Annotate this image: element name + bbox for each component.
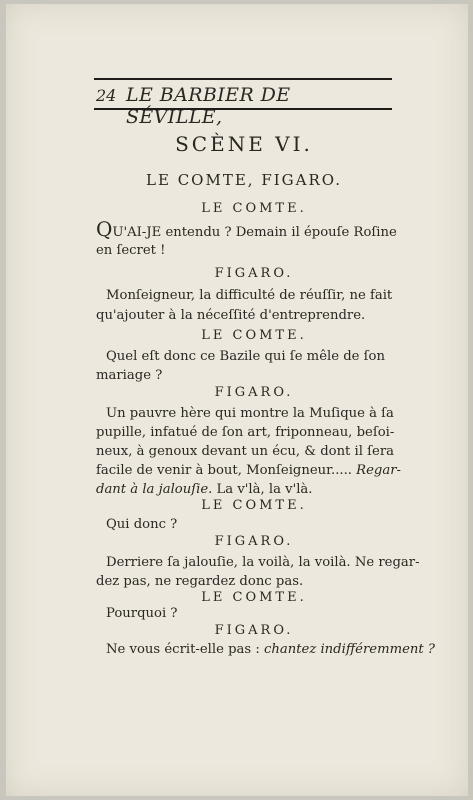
stage-direction: dant à la jalouſie.: [96, 482, 213, 497]
speaker-label: FIGARO.: [214, 266, 294, 281]
scene-title: SCÈNE VI.: [175, 132, 313, 156]
dialogue-text: La v'là, la v'là.: [212, 482, 313, 497]
scene-characters: LE COMTE, FIGARO.: [146, 171, 342, 189]
dialogue-line: Derriere ſa jalouſie, la voilà, la voilà. Ne regar-: [106, 555, 420, 570]
running-title: LE BARBIER DE SÉVILLE,: [126, 84, 291, 128]
page-number: 24: [96, 86, 117, 105]
speaker-label: FIGARO.: [214, 534, 294, 549]
speaker-label: LE COMTE.: [201, 498, 307, 513]
dialogue-line: Un pauvre hère qui montre la Muſique à ſa: [106, 406, 394, 421]
page-header: [94, 78, 392, 128]
dialogue-line: mariage ?: [96, 368, 163, 383]
dialogue-line: [96, 482, 312, 497]
dialogue-line: qu'ajouter à la néceſſité d'entreprendre.: [96, 308, 366, 323]
dialogue-line: en ſecret !: [96, 243, 166, 258]
dialogue-text: U'AI-JE entendu ? Demain il épouſe Roſine: [112, 225, 397, 240]
speaker-label: FIGARO.: [214, 623, 294, 638]
dialogue-line: Pourquoi ?: [106, 606, 178, 621]
speaker-label: FIGARO.: [214, 385, 294, 400]
dialogue-text: Ne vous écrit-elle pas :: [106, 642, 264, 657]
header-top-rule: [94, 78, 392, 80]
dialogue-line: neux, à genoux devant un écu, & dont il ſera: [96, 444, 395, 459]
speaker-label: LE COMTE.: [201, 201, 307, 216]
dialogue-line: pupille, infatué de ſon art, friponneau, beſoi-: [96, 425, 395, 440]
dialogue-line: [96, 219, 397, 240]
dialogue-line: Monſeigneur, la difficulté de réuſſir, ne fait: [106, 288, 393, 303]
dialogue-line: dez pas, ne regardez donc pas.: [96, 574, 304, 589]
dialogue-line: Quel eſt donc ce Bazile qui ſe mêle de ſon: [106, 349, 385, 364]
dialogue-text: facile de venir à bout, Monſeigneur.....: [96, 463, 357, 478]
dialogue-line: Qui donc ?: [106, 517, 178, 532]
stage-direction: chantez indifféremment ?: [263, 642, 435, 657]
drop-cap: Q: [96, 217, 113, 241]
book-page: [6, 4, 468, 796]
header-bottom-rule: [94, 108, 392, 110]
dialogue-line: [96, 463, 401, 478]
stage-direction: Regar-: [356, 463, 401, 478]
speaker-label: LE COMTE.: [201, 590, 307, 605]
dialogue-line: [106, 642, 435, 657]
speaker-label: LE COMTE.: [201, 328, 307, 343]
